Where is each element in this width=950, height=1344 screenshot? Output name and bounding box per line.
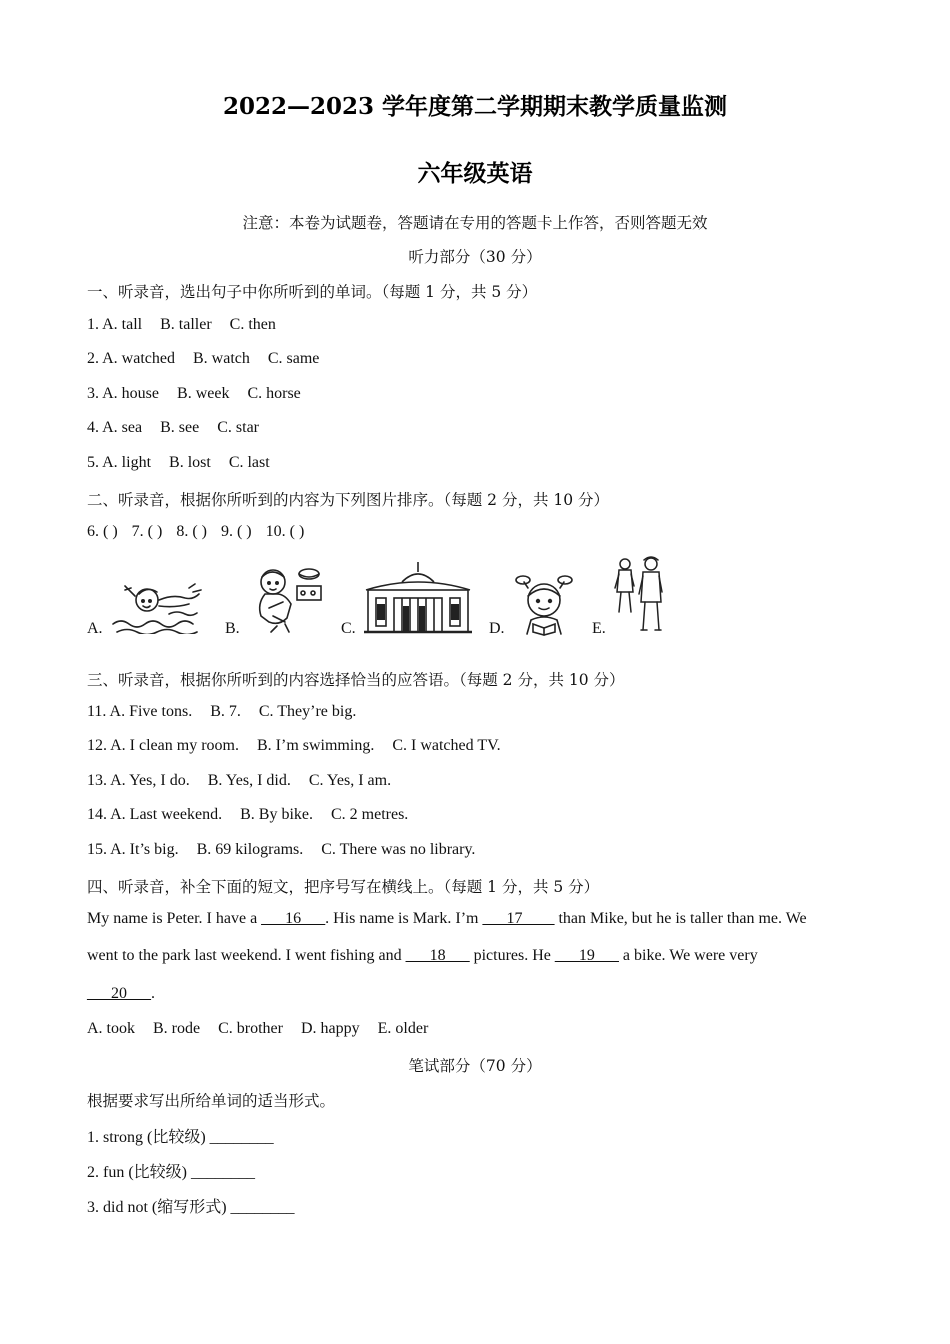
question-5: [87, 454, 270, 472]
option-b: B. 69 kilograms.: [196, 841, 304, 858]
option-c: C. There was no library.: [321, 841, 476, 858]
option-c: C. They’re big.: [258, 703, 357, 720]
option-b: B. taller: [160, 316, 212, 333]
option-b: B. rode: [153, 1020, 201, 1037]
question-number: 5.: [87, 454, 99, 471]
section2-heading: 二、听录音，根据你所听到的内容为下列图片排序。（每题 2 分，共 10 分）: [87, 491, 610, 509]
picture-label-d: D.: [489, 620, 505, 637]
option-e: E. older: [377, 1020, 429, 1037]
question-15: [87, 841, 475, 859]
passage-text: My name is Peter. I have a: [87, 910, 262, 927]
option-b: B. Yes, I did.: [207, 772, 291, 789]
two-people-icon: [611, 556, 665, 634]
option-a: A. I clean my room.: [110, 737, 239, 754]
option-b: B. see: [160, 419, 200, 436]
written-instruction: 根据要求写出所给单词的适当形式。: [87, 1092, 336, 1110]
option-b: B. I’m swimming.: [256, 737, 375, 754]
question-13: [87, 772, 391, 790]
passage-line-1: [87, 910, 807, 928]
option-c: C. Yes, I am.: [308, 772, 392, 789]
option-c: C. then: [229, 316, 276, 333]
blank-16: ___16___: [261, 910, 326, 927]
notice: 注意：本卷为试题卷，答题请在专用的答题卡上作答，否则答题无效: [242, 214, 708, 232]
slot-8: 8. ( ): [176, 523, 207, 540]
written-question-3: 3. did not (缩写形式) ________: [87, 1199, 295, 1216]
option-b: B. 7.: [210, 703, 241, 720]
blank-19: ___19___: [554, 947, 619, 964]
boy-playing-icon: [247, 564, 327, 636]
question-2: [87, 350, 319, 368]
option-a: A. watched: [102, 350, 175, 367]
option-b: B. lost: [169, 454, 211, 471]
question-12: [87, 737, 501, 755]
option-c: C. horse: [247, 385, 301, 402]
written-part-heading: 笔试部分（70 分）: [408, 1057, 542, 1075]
building-icon: [362, 560, 474, 636]
passage-text: a bike. We were very: [618, 947, 758, 964]
picture-label-b: B.: [225, 620, 240, 637]
question-number: 3.: [87, 385, 99, 402]
question-number: 1.: [87, 316, 99, 333]
question-number: 15.: [87, 841, 107, 858]
passage-text: . His name is Mark. I’m: [325, 910, 483, 927]
question-number: 2.: [87, 350, 99, 367]
option-a: A. took: [87, 1020, 135, 1037]
passage-text: than Mike, but he is taller than me. We: [554, 910, 807, 927]
girl-reading-icon: [511, 572, 577, 636]
option-a: A. tall: [102, 316, 143, 333]
option-c: C. I watched TV.: [392, 737, 501, 754]
picture-label-a: A.: [87, 620, 103, 637]
passage-options: [87, 1020, 428, 1038]
slot-7: 7. ( ): [131, 523, 163, 540]
picture-row: [87, 560, 687, 640]
picture-label-c: C.: [341, 620, 356, 637]
slot-6: 6. ( ): [87, 523, 118, 540]
blank-17: ___17____: [482, 910, 555, 927]
option-a: A. house: [102, 385, 160, 402]
option-c: C. same: [267, 350, 320, 367]
option-c: C. brother: [218, 1020, 283, 1037]
question-number: 14.: [87, 806, 107, 823]
passage-line-2: [87, 947, 758, 965]
written-question-2: 2. fun (比较级) ________: [87, 1164, 255, 1181]
option-c: C. 2 metres.: [330, 806, 409, 823]
section4-heading: 四、听录音，补全下面的短文，把序号写在横线上。（每题 1 分，共 5 分）: [87, 878, 600, 896]
passage-text: .: [151, 985, 155, 1002]
option-a: A. It’s big.: [110, 841, 179, 858]
option-b: B. watch: [192, 350, 250, 367]
section1-heading: 一、听录音，选出句子中你所听到的单词。（每题 1 分，共 5 分）: [87, 283, 538, 301]
passage-line-3: [87, 985, 155, 1003]
option-c: C. last: [228, 454, 270, 471]
written-question-1: 1. strong (比较级) ________: [87, 1129, 274, 1146]
question-4: [87, 419, 259, 437]
passage-text: went to the park last weekend. I went fishing and: [87, 947, 406, 964]
question-number: 11.: [87, 703, 107, 720]
option-a: A. Last weekend.: [110, 806, 223, 823]
question-number: 4.: [87, 419, 99, 436]
option-d: D. happy: [300, 1020, 360, 1037]
slot-9: 9. ( ): [220, 523, 252, 540]
picture-label-e: E.: [592, 620, 606, 637]
question-number: 13.: [87, 772, 107, 789]
option-a: A. Yes, I do.: [110, 772, 190, 789]
option-a: A. light: [102, 454, 152, 471]
option-a: A. Five tons.: [109, 703, 193, 720]
question-11: [87, 703, 356, 721]
subject-title: 六年级英语: [417, 160, 533, 187]
option-b: B. By bike.: [240, 806, 313, 823]
blank-20: ___20___: [87, 985, 151, 1002]
option-c: C. star: [217, 419, 259, 436]
passage-text: pictures. He: [469, 947, 555, 964]
ordering-slots: [87, 523, 304, 541]
question-3: [87, 385, 301, 403]
listening-part-heading: 听力部分（30 分）: [408, 248, 542, 266]
swimming-boy-icon: [109, 574, 209, 634]
exam-title: 2022—2023 学年度第二学期期末教学质量监测: [222, 93, 728, 120]
slot-10: 10. ( ): [265, 523, 305, 540]
question-number: 12.: [87, 737, 107, 754]
question-1: [87, 316, 276, 334]
option-b: B. week: [177, 385, 230, 402]
option-a: A. sea: [102, 419, 143, 436]
blank-18: ___18___: [405, 947, 470, 964]
question-14: [87, 806, 408, 824]
section3-heading: 三、听录音，根据你所听到的内容选择恰当的应答语。（每题 2 分，共 10 分）: [87, 671, 625, 689]
